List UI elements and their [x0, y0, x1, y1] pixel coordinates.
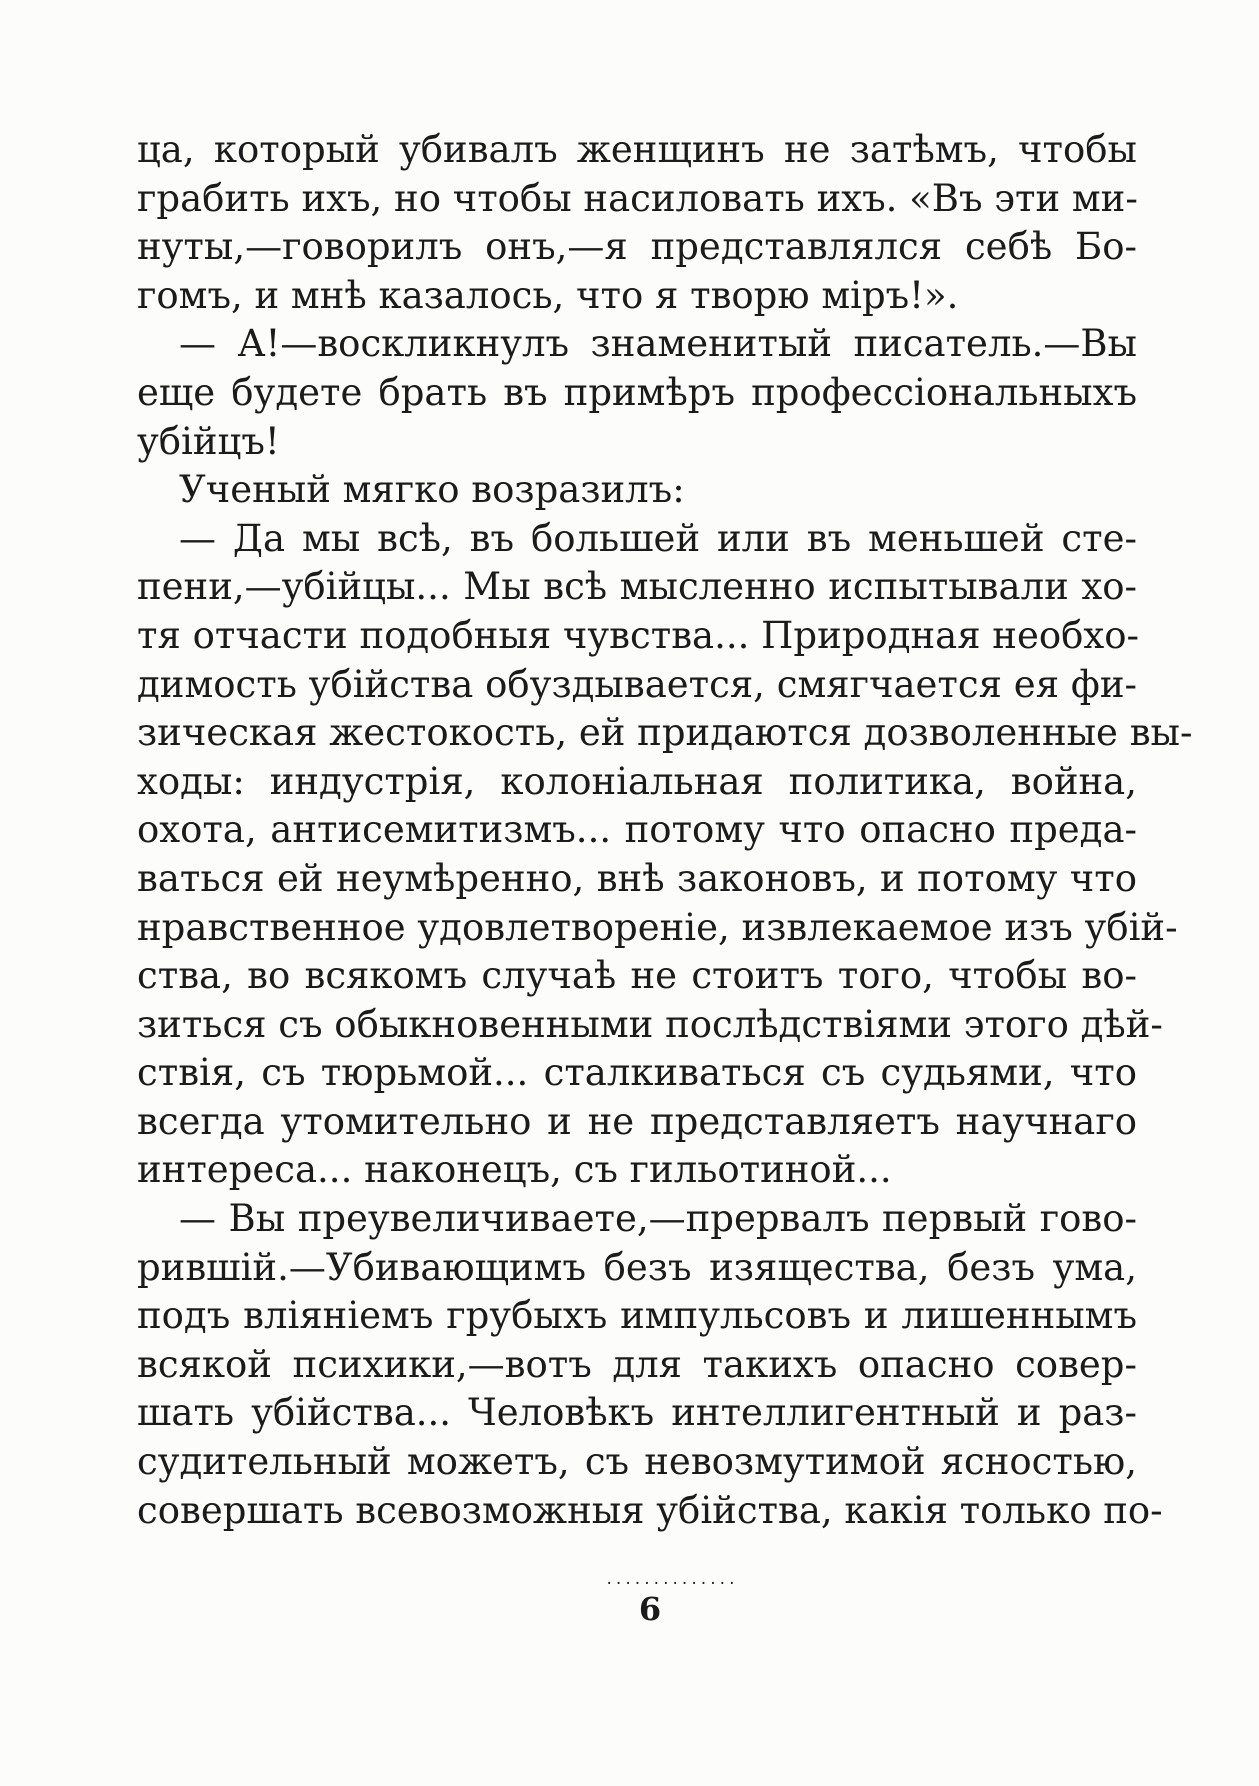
text-line: — Да мы всѣ, въ большей или въ меньшей сте- — [179, 516, 1137, 560]
text-line: судительный можетъ, съ невозмутимой ясностью, — [137, 1440, 1137, 1484]
text-line: ходы: индустрія, колоніальная политика, война, — [137, 759, 1137, 803]
text-line: подъ вліяніемъ грубыхъ импульсовъ и лишеннымъ — [137, 1294, 1137, 1338]
text-line: охота, антисемитизмъ... потому что опасно преда- — [137, 808, 1137, 852]
text-line: нравственное удовлетвореніе, извлекаемое изъ убій- — [137, 905, 1178, 949]
page-number: 6 — [638, 1590, 662, 1628]
text-line: убійцъ! — [137, 419, 280, 463]
text-line: димость убійства обуздывается, смягчается ея фи- — [137, 662, 1137, 706]
text-line: совершать всевозможныя убійства, какія только по- — [137, 1488, 1163, 1532]
text-line: ства, во всякомъ случаѣ не стоитъ того, чтобы во- — [137, 954, 1137, 998]
text-line: гомъ, и мнѣ казалось, что я творю міръ!». — [137, 273, 959, 317]
text-line: ца, который убивалъ женщинъ не затѣмъ, чтобы — [137, 128, 1137, 171]
text-line: шать убійства... Человѣкъ интеллигентный и раз- — [137, 1391, 1137, 1435]
text-line: еще будете брать въ примѣръ профессіональныхъ — [137, 370, 1137, 414]
text-line: ваться ей неумѣренно, внѣ законовъ, и потому что — [137, 856, 1137, 900]
text-line: зиться съ обыкновенными послѣдствіями этого дѣй- — [137, 1002, 1163, 1046]
text-line: зическая жестокость, ей придаются дозволенные вы- — [137, 711, 1193, 755]
text-line: нуты,—говорилъ онъ,—я представлялся себѣ Бо- — [137, 225, 1137, 269]
text-line: интереса... наконецъ, съ гильотиной... — [137, 1148, 892, 1192]
text-line: грабить ихъ, но чтобы насиловать ихъ. «Въ эти ми- — [137, 176, 1138, 220]
text-line: — Вы преувеличиваете,—прервалъ первый гово- — [179, 1197, 1137, 1241]
text-line: — А!—воскликнулъ знаменитый писатель.—Вы — [179, 322, 1137, 366]
dotted-separator: .............. — [605, 1572, 738, 1588]
text-line: ствія, съ тюрьмой... сталкиваться съ судьями, что — [137, 1051, 1137, 1095]
body-text — [137, 126, 1193, 1535]
text-line: всегда утомительно и не представляетъ научнаго — [137, 1099, 1137, 1143]
text-line: Ученый мягко возразилъ: — [179, 468, 685, 512]
text-line: всякой психики,—вотъ для такихъ опасно совер- — [137, 1342, 1137, 1386]
text-line: пени,—убійцы... Мы всѣ мысленно испытывали хо- — [137, 565, 1137, 609]
text-line: тя отчасти подобныя чувства... Природная необхо- — [137, 613, 1140, 657]
text-line: рившій.—Убивающимъ безъ изящества, безъ ума, — [137, 1245, 1137, 1289]
